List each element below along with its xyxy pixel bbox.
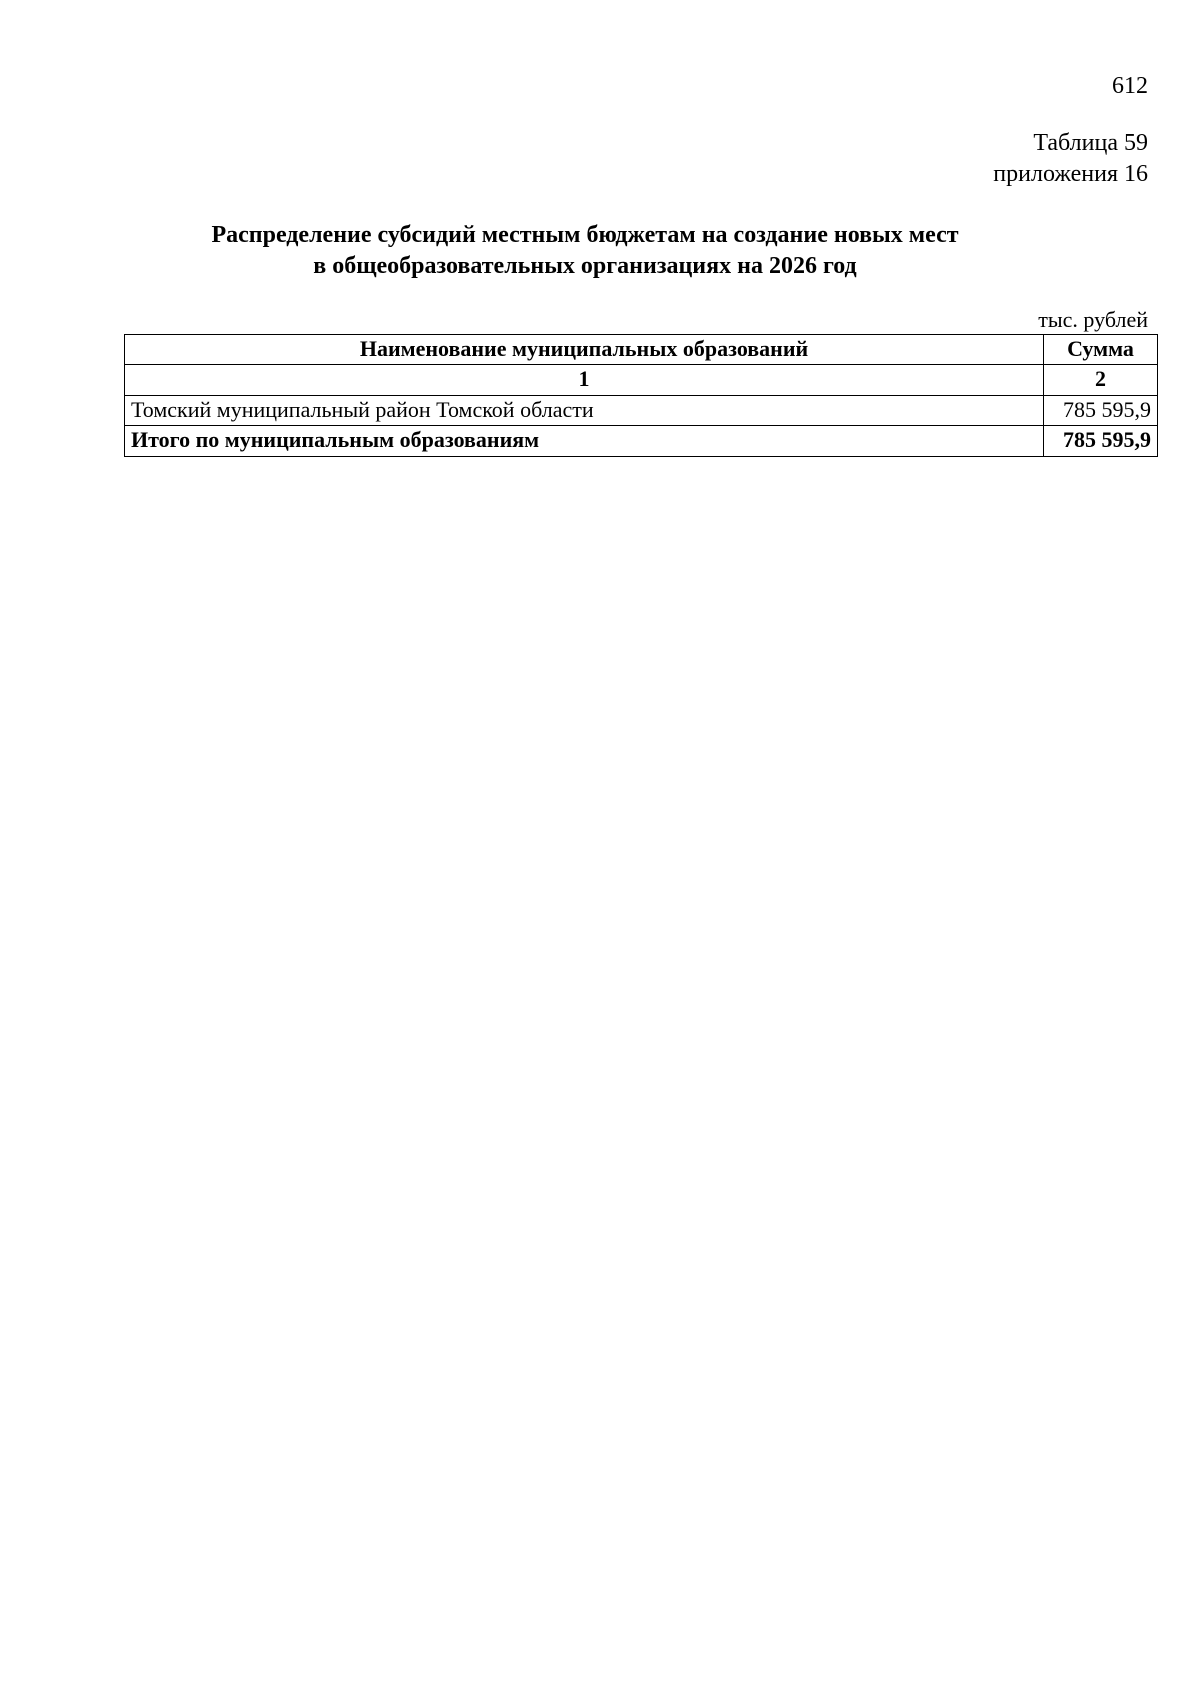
table-row [125,395,1158,425]
header-sum: Сумма [1044,335,1158,365]
document-title [0,220,1170,282]
row-municipality-name: Томский муниципальный район Томской области [125,395,1044,425]
table-column-numbers-row [125,365,1158,395]
page-number: 612 [1112,73,1148,99]
header-municipality-name: Наименование муниципальных образований [125,335,1044,365]
row-sum: 785 595,9 [1044,395,1158,425]
table-reference [993,128,1148,190]
table-total-row [125,426,1158,456]
document-title-line-1: Распределение субсидий местным бюджетам на создание новых мест [211,222,959,248]
unit-label: тыс. рублей [1038,307,1148,332]
column-number-1: 1 [125,365,1044,395]
total-label: Итого по муниципальным образованиям [125,426,1044,456]
table-header-row [125,335,1158,365]
table-reference-line-1: Таблица 59 [1033,130,1148,156]
total-sum: 785 595,9 [1044,426,1158,456]
subsidy-table [124,334,1158,457]
column-number-2: 2 [1044,365,1158,395]
document-title-line-2: в общеобразовательных организациях на 2026 год [313,253,857,280]
table-reference-line-2: приложения 16 [993,161,1148,188]
